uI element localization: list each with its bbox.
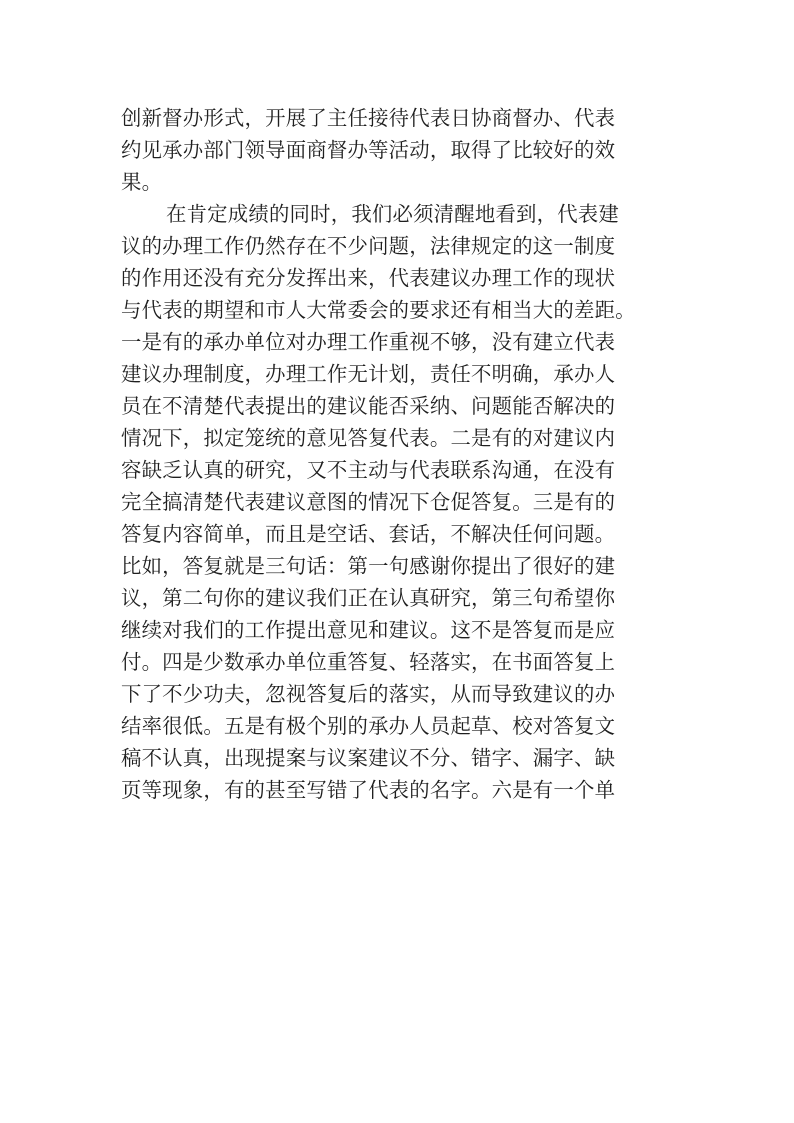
text-line: 稿不认真，出现提案与议案建议不分、错字、漏字、缺 [121, 746, 616, 770]
text-line: 一是有的承办单位对办理工作重视不够，没有建立代表 [121, 330, 616, 354]
text-line: 议，第二句你的建议我们正在认真研究，第三句希望你 [121, 586, 616, 610]
text-line: 果。 [121, 170, 163, 194]
text-line: 员在不清楚代表提出的建议能否采纳、问题能否解决的 [121, 394, 616, 418]
text-line: 约见承办部门领导面商督办等活动，取得了比较好的效 [121, 138, 616, 162]
text-line: 建议办理制度，办理工作无计划，责任不明确，承办人 [121, 362, 616, 386]
document-body [121, 102, 681, 806]
text-line: 与代表的期望和市人大常委会的要求还有相当大的差距。 [121, 298, 636, 322]
text-line: 议的办理工作仍然存在不少问题，法律规定的这一制度 [121, 234, 616, 258]
text-line: 继续对我们的工作提出意见和建议。这不是答复而是应 [121, 618, 616, 642]
text-line: 结率很低。五是有极个别的承办人员起草、校对答复文 [121, 714, 616, 738]
text-line: 下了不少功夫，忽视答复后的落实，从而导致建议的办 [121, 682, 616, 706]
text-line: 答复内容简单，而且是空话、套话，不解决任何问题。 [121, 522, 616, 546]
text-line: 的作用还没有充分发挥出来，代表建议办理工作的现状 [121, 266, 616, 290]
text-line: 完全搞清楚代表建议意图的情况下仓促答复。三是有的 [121, 490, 616, 514]
text-line: 付。四是少数承办单位重答复、轻落实，在书面答复上 [121, 650, 616, 674]
text-line: 比如，答复就是三句话：第一句感谢你提出了很好的建 [121, 554, 616, 578]
paragraph-first-line: 在肯定成绩的同时，我们必须清醒地看到，代表建 [166, 202, 619, 226]
text-line: 容缺乏认真的研究，又不主动与代表联系沟通，在没有 [121, 458, 616, 482]
text-line: 情况下，拟定笼统的意见答复代表。二是有的对建议内 [121, 426, 616, 450]
text-line: 创新督办形式，开展了主任接待代表日协商督办、代表 [121, 106, 616, 130]
text-line: 页等现象，有的甚至写错了代表的名字。六是有一个单 [121, 778, 616, 802]
